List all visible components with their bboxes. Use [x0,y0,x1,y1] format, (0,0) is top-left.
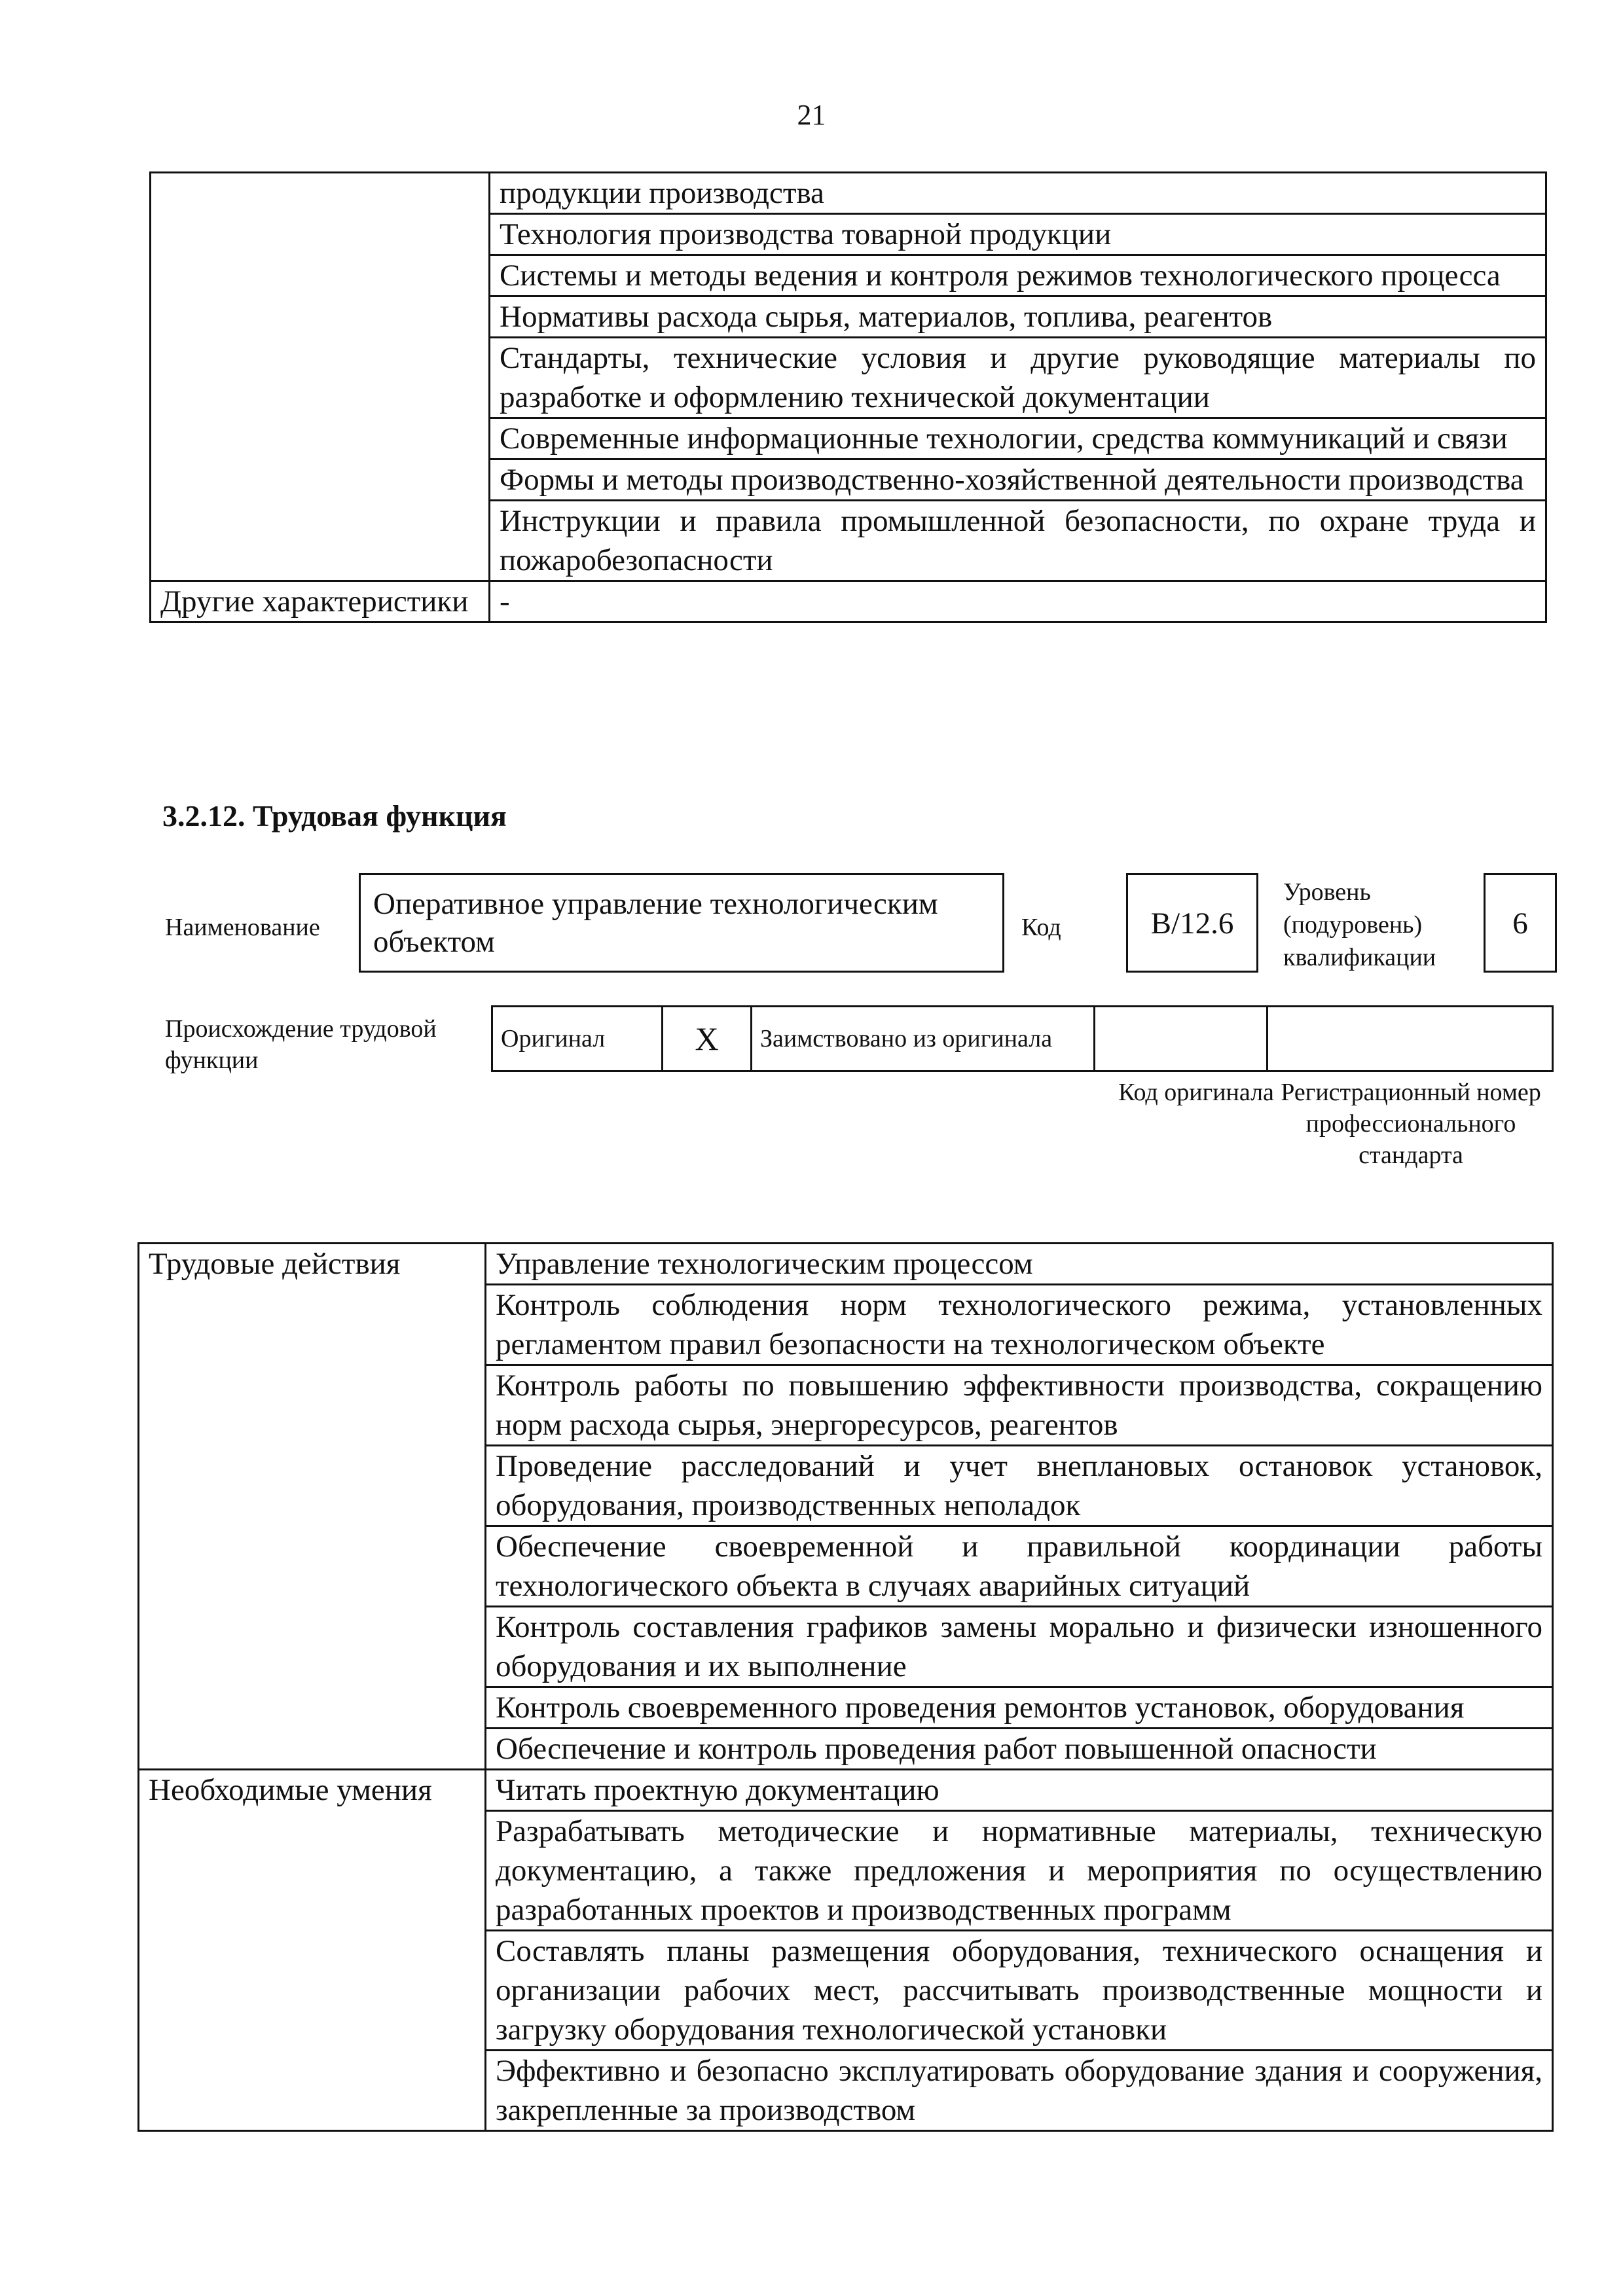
original-code-cell [1095,1007,1267,1071]
code-label: Код [1021,914,1061,941]
action-item: Контроль составления графиков замены морально и физически изношенного оборудования и их выполнение [486,1607,1553,1687]
origin-table [491,1005,1554,1072]
skill-item: Эффективно и безопасно эксплуатировать оборудование здания и сооружения, закрепленные за производством [486,2051,1553,2131]
skill-item: Составлять планы размещения оборудования, технического оснащения и организации рабочих мест, рассчитывать производственные мощности и загрузку оборудования технологической установки [486,1931,1553,2051]
skill-item: Читать проектную документацию [486,1770,1553,1811]
requirement-item: Инструкции и правила промышленной безопасности, по охране труда и пожаробезопасности [490,501,1546,581]
section-title: 3.2.12. Трудовая функция [162,799,507,833]
registration-caption: Регистрационный номер профессионального стандарта [1281,1079,1541,1169]
skills-label: Необходимые умения [139,1770,486,2131]
level-value: 6 [1512,906,1528,941]
actions-table [137,1242,1554,2132]
requirement-item: продукции производства [490,173,1546,214]
requirement-item: Системы и методы ведения и контроля режимов технологического процесса [490,255,1546,296]
name-value: Оперативное управление технологическим объектом [373,887,938,959]
page-number: 21 [797,99,826,131]
registration-number-cell [1267,1007,1553,1071]
table-row [139,1770,1553,1811]
original-label: Оригинал [492,1007,663,1071]
action-item: Управление технологическим процессом [486,1244,1553,1285]
code-value: В/12.6 [1150,906,1234,941]
table-row [492,1007,1553,1071]
requirement-item: Стандарты, технические условия и другие руководящие материалы по разработке и оформлению технической документации [490,338,1546,418]
action-item: Обеспечение и контроль проведения работ повышенной опасности [486,1729,1553,1770]
actions-label: Трудовые действия [139,1244,486,1770]
other-characteristics-label: Другие характеристики [151,581,490,622]
knowledge-table [149,171,1547,623]
table-row [151,173,1546,214]
requirement-item: Нормативы расхода сырья, материалов, топлива, реагентов [490,296,1546,338]
requirement-item: Современные информационные технологии, средства коммуникаций и связи [490,418,1546,459]
requirement-item: Формы и методы производственно-хозяйственной деятельности производства [490,459,1546,501]
table-row [139,1244,1553,1285]
code-caption: Код оригинала [1118,1079,1274,1106]
continuation-label-cell [151,173,490,581]
action-item: Контроль соблюдения норм технологического режима, установленных регламентом правил безопасности на технологическом объекте [486,1285,1553,1365]
original-mark: X [663,1007,752,1071]
action-item: Контроль своевременного проведения ремонтов установок, оборудования [486,1687,1553,1729]
action-item: Контроль работы по повышению эффективности производства, сокращению норм расхода сырья, энергоресурсов, реагентов [486,1365,1553,1446]
table-row [151,581,1546,622]
action-item: Проведение расследований и учет внеплановых остановок установок, оборудования, производственных неполадок [486,1446,1553,1526]
other-characteristics-value: - [490,581,1546,622]
origin-label: Происхождение трудовой функции [165,1015,437,1074]
name-label: Наименование [165,914,320,941]
borrowed-label: Заимствовано из оригинала [752,1007,1095,1071]
requirement-item: Технология производства товарной продукции [490,214,1546,255]
action-item: Обеспечение своевременной и правильной координации работы технологического объекта в случаях аварийных ситуаций [486,1526,1553,1607]
level-label: Уровень (подуровень) квалификации [1283,878,1436,971]
skill-item: Разрабатывать методические и нормативные материалы, техническую документацию, а также предложения и мероприятия по осуществлению разработанных проектов и производственных программ [486,1811,1553,1931]
